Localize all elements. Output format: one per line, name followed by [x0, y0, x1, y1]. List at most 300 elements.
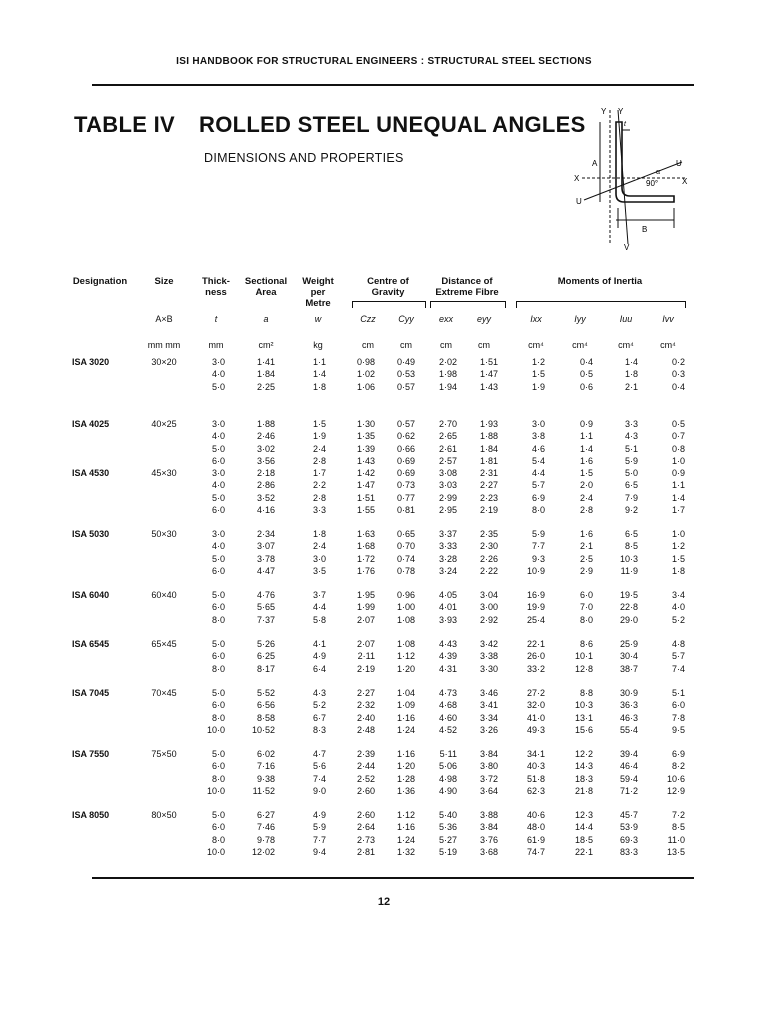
cell-ivv: 5·2	[671, 614, 685, 625]
cell-cyy: 0·78	[396, 566, 415, 577]
cell-w: 7·7	[312, 834, 326, 845]
unit-a: cm²	[258, 340, 274, 350]
designation-cell: ISA 4530	[72, 468, 110, 478]
cell-czz: 2·27	[356, 688, 375, 698]
cell-a: 1·88	[256, 419, 275, 429]
cell-iuu: 38·7	[619, 663, 638, 674]
cell-eyy: 2·19	[479, 505, 498, 516]
size-cell: 30×20	[151, 357, 177, 367]
symbol-size: A×B	[155, 314, 173, 324]
cell-w: 1·1	[312, 357, 326, 367]
cell-t: 5·0	[211, 381, 225, 392]
cell-cyy: 0·96	[396, 590, 415, 600]
designation-cell: ISA 7045	[72, 688, 110, 698]
unit-ixx: cm⁴	[528, 340, 544, 350]
cell-eyy: 2·27	[479, 480, 498, 491]
cell-a: 1·41	[256, 357, 275, 367]
cell-iuu: 29·0	[619, 614, 638, 625]
cell-iuu: 6·5	[624, 480, 638, 491]
cell-w: 4·9	[312, 651, 326, 662]
brace-distance	[430, 301, 506, 308]
cell-eyy: 1·93	[479, 419, 498, 429]
symbol-a: a	[263, 314, 269, 324]
cell-t: 3·0	[211, 357, 225, 367]
cell-t: 3·0	[211, 419, 225, 429]
cell-eyy: 3·42	[479, 639, 498, 649]
cell-a: 12·02	[251, 847, 275, 858]
cell-t: 8·0	[211, 663, 225, 674]
cell-eyy: 3·30	[479, 663, 498, 674]
cell-ivv: 3·4	[671, 590, 685, 600]
cell-w: 1·8	[312, 529, 326, 539]
cell-a: 8·58	[256, 712, 275, 723]
cell-exx: 3·08	[438, 468, 457, 478]
header-moments-inertia: Moments of Inertia	[557, 276, 643, 287]
cell-t: 4·0	[211, 369, 225, 380]
cell-exx: 5·36	[438, 822, 457, 833]
symbol-exx: exx	[438, 314, 453, 324]
unit-w: kg	[313, 340, 323, 350]
designation-cell: ISA 7550	[72, 749, 110, 759]
cell-t: 8·0	[211, 614, 225, 625]
cell-exx: 4·90	[438, 786, 457, 797]
cell-a: 6·25	[256, 651, 275, 662]
header-thickness-line1: Thick-	[202, 276, 230, 287]
cell-eyy: 2·92	[479, 614, 498, 625]
cell-t: 5·0	[211, 590, 225, 600]
diagram-alpha-label: α	[656, 169, 661, 176]
cell-cyy: 1·12	[396, 810, 415, 820]
cell-iyy: 1·6	[579, 529, 593, 539]
cell-eyy: 1·51	[479, 357, 498, 367]
cell-cyy: 0·70	[396, 541, 415, 552]
cell-w: 2·8	[312, 492, 326, 503]
cell-ivv: 10·6	[666, 773, 685, 784]
cell-t: 6·0	[211, 456, 225, 467]
cell-cyy: 1·00	[396, 602, 415, 613]
table-number: TABLE IV	[74, 112, 175, 137]
cell-exx: 3·03	[438, 480, 457, 491]
cell-eyy: 3·41	[479, 700, 498, 711]
cell-ixx: 1·9	[531, 381, 545, 392]
cell-czz: 1·39	[356, 443, 375, 454]
cell-ivv: 8·5	[671, 822, 685, 833]
cell-w: 4·4	[312, 602, 326, 613]
symbol-czz: Czz	[360, 314, 376, 324]
cell-cyy: 0·49	[396, 357, 415, 367]
cell-iyy: 1·4	[579, 443, 593, 454]
cell-t: 6·0	[211, 651, 225, 662]
cell-t: 5·0	[211, 492, 225, 503]
cell-iyy: 6·0	[579, 590, 593, 600]
header-thickness-line2: ness	[205, 287, 227, 298]
size-cell: 65×45	[151, 639, 177, 649]
cell-ixx: 49·3	[526, 725, 545, 736]
symbol-ixx: Ixx	[530, 314, 542, 324]
cell-a: 3·52	[256, 492, 275, 503]
cell-w: 4·3	[312, 688, 326, 698]
brace-centre	[352, 301, 426, 308]
cell-iuu: 8·5	[624, 541, 638, 552]
cell-eyy: 2·23	[479, 492, 498, 503]
unit-exx: cm	[440, 340, 452, 350]
cell-ivv: 12·9	[666, 786, 685, 797]
cell-cyy: 1·16	[396, 749, 415, 759]
unit-iuu: cm⁴	[618, 340, 634, 350]
cell-ivv: 13·5	[666, 847, 685, 858]
cell-exx: 3·37	[438, 529, 457, 539]
cell-iyy: 10·1	[574, 651, 593, 662]
cell-t: 4·0	[211, 431, 225, 442]
cell-cyy: 0·62	[396, 431, 415, 442]
cell-iyy: 7·0	[579, 602, 593, 613]
cell-exx: 4·98	[438, 773, 457, 784]
cell-ixx: 1·2	[531, 357, 545, 367]
cell-iuu: 69·3	[619, 834, 638, 845]
cell-iyy: 1·6	[579, 456, 593, 467]
header-size: Size	[154, 276, 174, 287]
cell-iyy: 1·1	[579, 431, 593, 442]
cell-iuu: 83·3	[619, 847, 638, 858]
cell-ivv: 5·1	[671, 688, 685, 698]
cell-t: 6·0	[211, 700, 225, 711]
cell-exx: 2·61	[438, 443, 457, 454]
cell-exx: 5·27	[438, 834, 457, 845]
cell-czz: 2·52	[356, 773, 375, 784]
cell-iyy: 12·2	[574, 749, 593, 759]
cell-iyy: 8·0	[579, 614, 593, 625]
diagram-a-label: A	[592, 159, 598, 168]
cell-iuu: 1·4	[624, 357, 638, 367]
designation-cell: ISA 3020	[72, 357, 110, 367]
cell-w: 1·4	[312, 369, 326, 380]
cell-czz: 2·64	[356, 822, 375, 833]
cell-w: 5·6	[312, 761, 326, 772]
cell-eyy: 1·88	[479, 431, 498, 442]
running-head: ISI HANDBOOK FOR STRUCTURAL ENGINEERS : STRUCTURAL STEEL SECTIONS	[176, 56, 592, 67]
cell-ixx: 5·7	[531, 480, 545, 491]
cell-iyy: 2·8	[579, 505, 593, 516]
symbol-iyy: Iyy	[574, 314, 586, 324]
cell-iuu: 11·9	[620, 566, 638, 577]
cell-w: 5·9	[312, 822, 326, 833]
header-designation: Designation	[72, 276, 128, 287]
cell-czz: 2·07	[356, 614, 375, 625]
size-cell: 45×30	[151, 468, 177, 478]
cell-a: 2·86	[256, 480, 275, 491]
cell-w: 1·7	[312, 468, 326, 478]
cell-iyy: 18·5	[574, 834, 593, 845]
header-centre-line2: Gravity	[371, 287, 405, 298]
cell-exx: 5·11	[439, 749, 457, 759]
cell-w: 2·4	[312, 443, 326, 454]
symbol-ivv: Ivv	[662, 314, 674, 324]
cell-iuu: 9·2	[624, 505, 638, 516]
cell-ixx: 4·4	[531, 468, 545, 478]
cell-cyy: 1·08	[396, 639, 415, 649]
cell-ivv: 1·1	[671, 480, 685, 491]
cell-czz: 1·43	[356, 456, 375, 467]
cell-a: 9·78	[256, 834, 275, 845]
cell-iyy: 8·8	[579, 688, 593, 698]
unit-eyy: cm	[478, 340, 490, 350]
cell-czz: 2·32	[356, 700, 375, 711]
header-centre-line1: Centre of	[367, 276, 409, 287]
cell-iyy: 14·4	[574, 822, 593, 833]
cell-czz: 1·02	[356, 369, 375, 380]
cell-eyy: 3·84	[479, 749, 498, 759]
cell-ixx: 40·3	[526, 761, 545, 772]
cell-ixx: 51·8	[526, 773, 545, 784]
cell-iuu: 19·5	[619, 590, 638, 600]
cell-exx: 4·05	[438, 590, 457, 600]
cell-czz: 1·76	[356, 566, 375, 577]
cell-czz: 1·95	[356, 590, 375, 600]
cell-t: 10·0	[206, 847, 225, 858]
cell-czz: 1·42	[356, 468, 375, 478]
cell-iuu: 30·9	[619, 688, 638, 698]
cell-iyy: 0·6	[579, 381, 593, 392]
cell-czz: 2·11	[357, 651, 375, 662]
cell-cyy: 0·66	[396, 443, 415, 454]
cell-w: 2·4	[312, 541, 326, 552]
header-thickness	[196, 276, 236, 298]
cell-iuu: 25·9	[619, 639, 638, 649]
cell-iyy: 2·4	[579, 492, 593, 503]
cell-ixx: 6·9	[531, 492, 545, 503]
cell-a: 6·56	[256, 700, 275, 711]
page-number: 12	[377, 896, 391, 908]
symbol-cyy: Cyy	[398, 314, 414, 324]
cell-czz: 2·60	[356, 810, 375, 820]
diagram-t-label: t	[624, 121, 626, 128]
header-weight	[292, 276, 344, 309]
header-weight-line3: Metre	[305, 298, 331, 309]
cell-t: 3·0	[211, 468, 225, 478]
cell-iuu: 71·2	[619, 786, 638, 797]
cell-t: 10·0	[206, 725, 225, 736]
cell-ixx: 41·0	[526, 712, 545, 723]
diagram-angle-label: 90°	[646, 179, 659, 188]
cell-t: 5·0	[211, 639, 225, 649]
cell-a: 4·16	[256, 505, 275, 516]
designation-cell: ISA 8050	[72, 810, 110, 820]
cell-eyy: 1·84	[479, 443, 498, 454]
header-distance-extreme	[424, 276, 510, 298]
designation-cell: ISA 4025	[72, 419, 110, 429]
cell-czz: 1·68	[356, 541, 375, 552]
designation-cell: ISA 5030	[72, 529, 110, 539]
header-area	[238, 276, 294, 298]
cell-czz: 1·63	[356, 529, 375, 539]
cell-ivv: 11·0	[667, 834, 685, 845]
cell-cyy: 0·57	[396, 419, 415, 429]
cell-a: 2·25	[256, 381, 275, 392]
cell-exx: 4·39	[438, 651, 457, 662]
cell-cyy: 1·28	[396, 773, 415, 784]
cell-w: 4·9	[312, 810, 326, 820]
cell-a: 1·84	[256, 369, 275, 380]
cell-iuu: 1·8	[624, 369, 638, 380]
cell-eyy: 3·46	[479, 688, 498, 698]
cell-ixx: 3·0	[531, 419, 545, 429]
cell-a: 6·02	[256, 749, 275, 759]
cell-exx: 2·57	[438, 456, 457, 467]
cell-iuu: 3·3	[624, 419, 638, 429]
cell-czz: 2·07	[356, 639, 375, 649]
cell-a: 3·78	[256, 553, 275, 564]
cell-cyy: 0·77	[396, 492, 415, 503]
cell-cyy: 0·73	[396, 480, 415, 491]
cell-exx: 2·99	[438, 492, 457, 503]
cell-iuu: 6·5	[624, 529, 638, 539]
cell-t: 5·0	[211, 749, 225, 759]
unit-czz: cm	[362, 340, 374, 350]
top-rule	[92, 84, 694, 86]
cell-a: 3·02	[256, 443, 275, 454]
cell-exx: 4·52	[438, 725, 457, 736]
cell-t: 8·0	[211, 834, 225, 845]
cell-ixx: 3·8	[531, 431, 545, 442]
cell-ivv: 0·5	[671, 419, 685, 429]
cell-exx: 2·02	[438, 357, 457, 367]
cell-eyy: 3·38	[479, 651, 498, 662]
cell-exx: 4·01	[438, 602, 457, 613]
cell-exx: 5·40	[438, 810, 457, 820]
cell-ivv: 0·8	[671, 443, 685, 454]
cell-ivv: 1·0	[671, 529, 685, 539]
cell-w: 5·8	[312, 614, 326, 625]
cell-a: 7·37	[256, 614, 275, 625]
cell-exx: 4·43	[438, 639, 457, 649]
cell-iuu: 46·4	[619, 761, 638, 772]
cell-czz: 1·06	[356, 381, 375, 392]
cell-a: 5·26	[256, 639, 275, 649]
cell-cyy: 0·69	[396, 456, 415, 467]
cell-iuu: 4·3	[624, 431, 638, 442]
cell-eyy: 3·72	[479, 773, 498, 784]
cell-ivv: 0·9	[671, 468, 685, 478]
cell-a: 2·18	[256, 468, 275, 478]
cell-a: 4·76	[256, 590, 275, 600]
cell-cyy: 0·65	[396, 529, 415, 539]
cell-exx: 5·06	[438, 761, 457, 772]
cell-eyy: 3·34	[479, 712, 498, 723]
cell-w: 5·2	[312, 700, 326, 711]
size-cell: 80×50	[151, 810, 177, 820]
cell-ixx: 26·0	[526, 651, 545, 662]
cell-eyy: 3·04	[479, 590, 498, 600]
cell-ixx: 25·4	[526, 614, 545, 625]
cell-ivv: 7·2	[671, 810, 685, 820]
cell-iuu: 59·4	[619, 773, 638, 784]
cell-eyy: 3·76	[479, 834, 498, 845]
cell-iuu: 39·4	[619, 749, 638, 759]
diagram-y-label-2: Y	[618, 107, 624, 116]
cell-w: 8·3	[312, 725, 326, 736]
cell-exx: 4·60	[438, 712, 457, 723]
cell-w: 9·0	[312, 786, 326, 797]
cell-w: 2·2	[312, 480, 326, 491]
cell-t: 5·0	[211, 810, 225, 820]
cell-iuu: 10·3	[619, 553, 638, 564]
cell-a: 11·52	[252, 786, 275, 797]
cell-cyy: 1·20	[396, 761, 415, 772]
cell-t: 6·0	[211, 822, 225, 833]
cell-cyy: 1·16	[396, 712, 415, 723]
cell-eyy: 1·43	[479, 381, 498, 392]
page-subtitle: DIMENSIONS AND PROPERTIES	[204, 151, 404, 165]
cell-ivv: 1·4	[671, 492, 685, 503]
cell-ixx: 10·9	[526, 566, 545, 577]
cell-w: 4·7	[312, 749, 326, 759]
cell-ixx: 33·2	[526, 663, 545, 674]
cell-iuu: 22·8	[619, 602, 638, 613]
cell-ivv: 1·0	[671, 456, 685, 467]
cell-ivv: 1·5	[671, 553, 685, 564]
diagram-x-label-2: X	[682, 177, 688, 186]
cell-ixx: 48·0	[526, 822, 545, 833]
cell-iyy: 1·5	[579, 468, 593, 478]
designation-cell: ISA 6040	[72, 590, 110, 600]
cell-ivv: 0·3	[671, 369, 685, 380]
cell-ixx: 61·9	[526, 834, 545, 845]
cell-t: 5·0	[211, 688, 225, 698]
cell-ixx: 32·0	[526, 700, 545, 711]
cell-ivv: 7·4	[671, 663, 685, 674]
cell-ixx: 19·9	[526, 602, 545, 613]
cell-t: 5·0	[211, 443, 225, 454]
cell-exx: 4·73	[438, 688, 457, 698]
cell-iyy: 0·4	[579, 357, 593, 367]
cell-eyy: 2·31	[479, 468, 498, 478]
cell-cyy: 1·09	[396, 700, 415, 711]
cell-ivv: 7·8	[671, 712, 685, 723]
cell-cyy: 0·53	[396, 369, 415, 380]
cell-iuu: 2·1	[624, 381, 638, 392]
unit-cyy: cm	[400, 340, 412, 350]
cell-cyy: 1·08	[396, 614, 415, 625]
cell-czz: 1·51	[356, 492, 375, 503]
cell-exx: 2·65	[438, 431, 457, 442]
cell-ixx: 1·5	[531, 369, 545, 380]
cell-t: 3·0	[211, 529, 225, 539]
cell-a: 7·16	[256, 761, 275, 772]
cell-a: 8·17	[256, 663, 275, 674]
cell-iyy: 21·8	[574, 786, 593, 797]
cell-cyy: 0·69	[396, 468, 415, 478]
cell-cyy: 1·16	[396, 822, 415, 833]
cell-w: 1·9	[312, 431, 326, 442]
cell-czz: 2·19	[356, 663, 375, 674]
cell-iuu: 55·4	[619, 725, 638, 736]
cell-iuu: 36·3	[619, 700, 638, 711]
cell-t: 8·0	[211, 773, 225, 784]
cell-iyy: 22·1	[574, 847, 593, 858]
cell-cyy: 1·24	[396, 834, 415, 845]
symbol-t: t	[214, 314, 218, 324]
cell-ivv: 6·9	[671, 749, 685, 759]
cell-w: 4·1	[312, 639, 326, 649]
cell-cyy: 1·04	[396, 688, 415, 698]
header-centre-gravity	[348, 276, 428, 298]
cell-cyy: 0·81	[396, 505, 415, 516]
cell-ixx: 5·4	[531, 456, 545, 467]
unit-size: mm mm	[147, 340, 181, 350]
cell-t: 5·0	[211, 553, 225, 564]
cell-iyy: 0·5	[579, 369, 593, 380]
cell-ivv: 4·8	[671, 639, 685, 649]
